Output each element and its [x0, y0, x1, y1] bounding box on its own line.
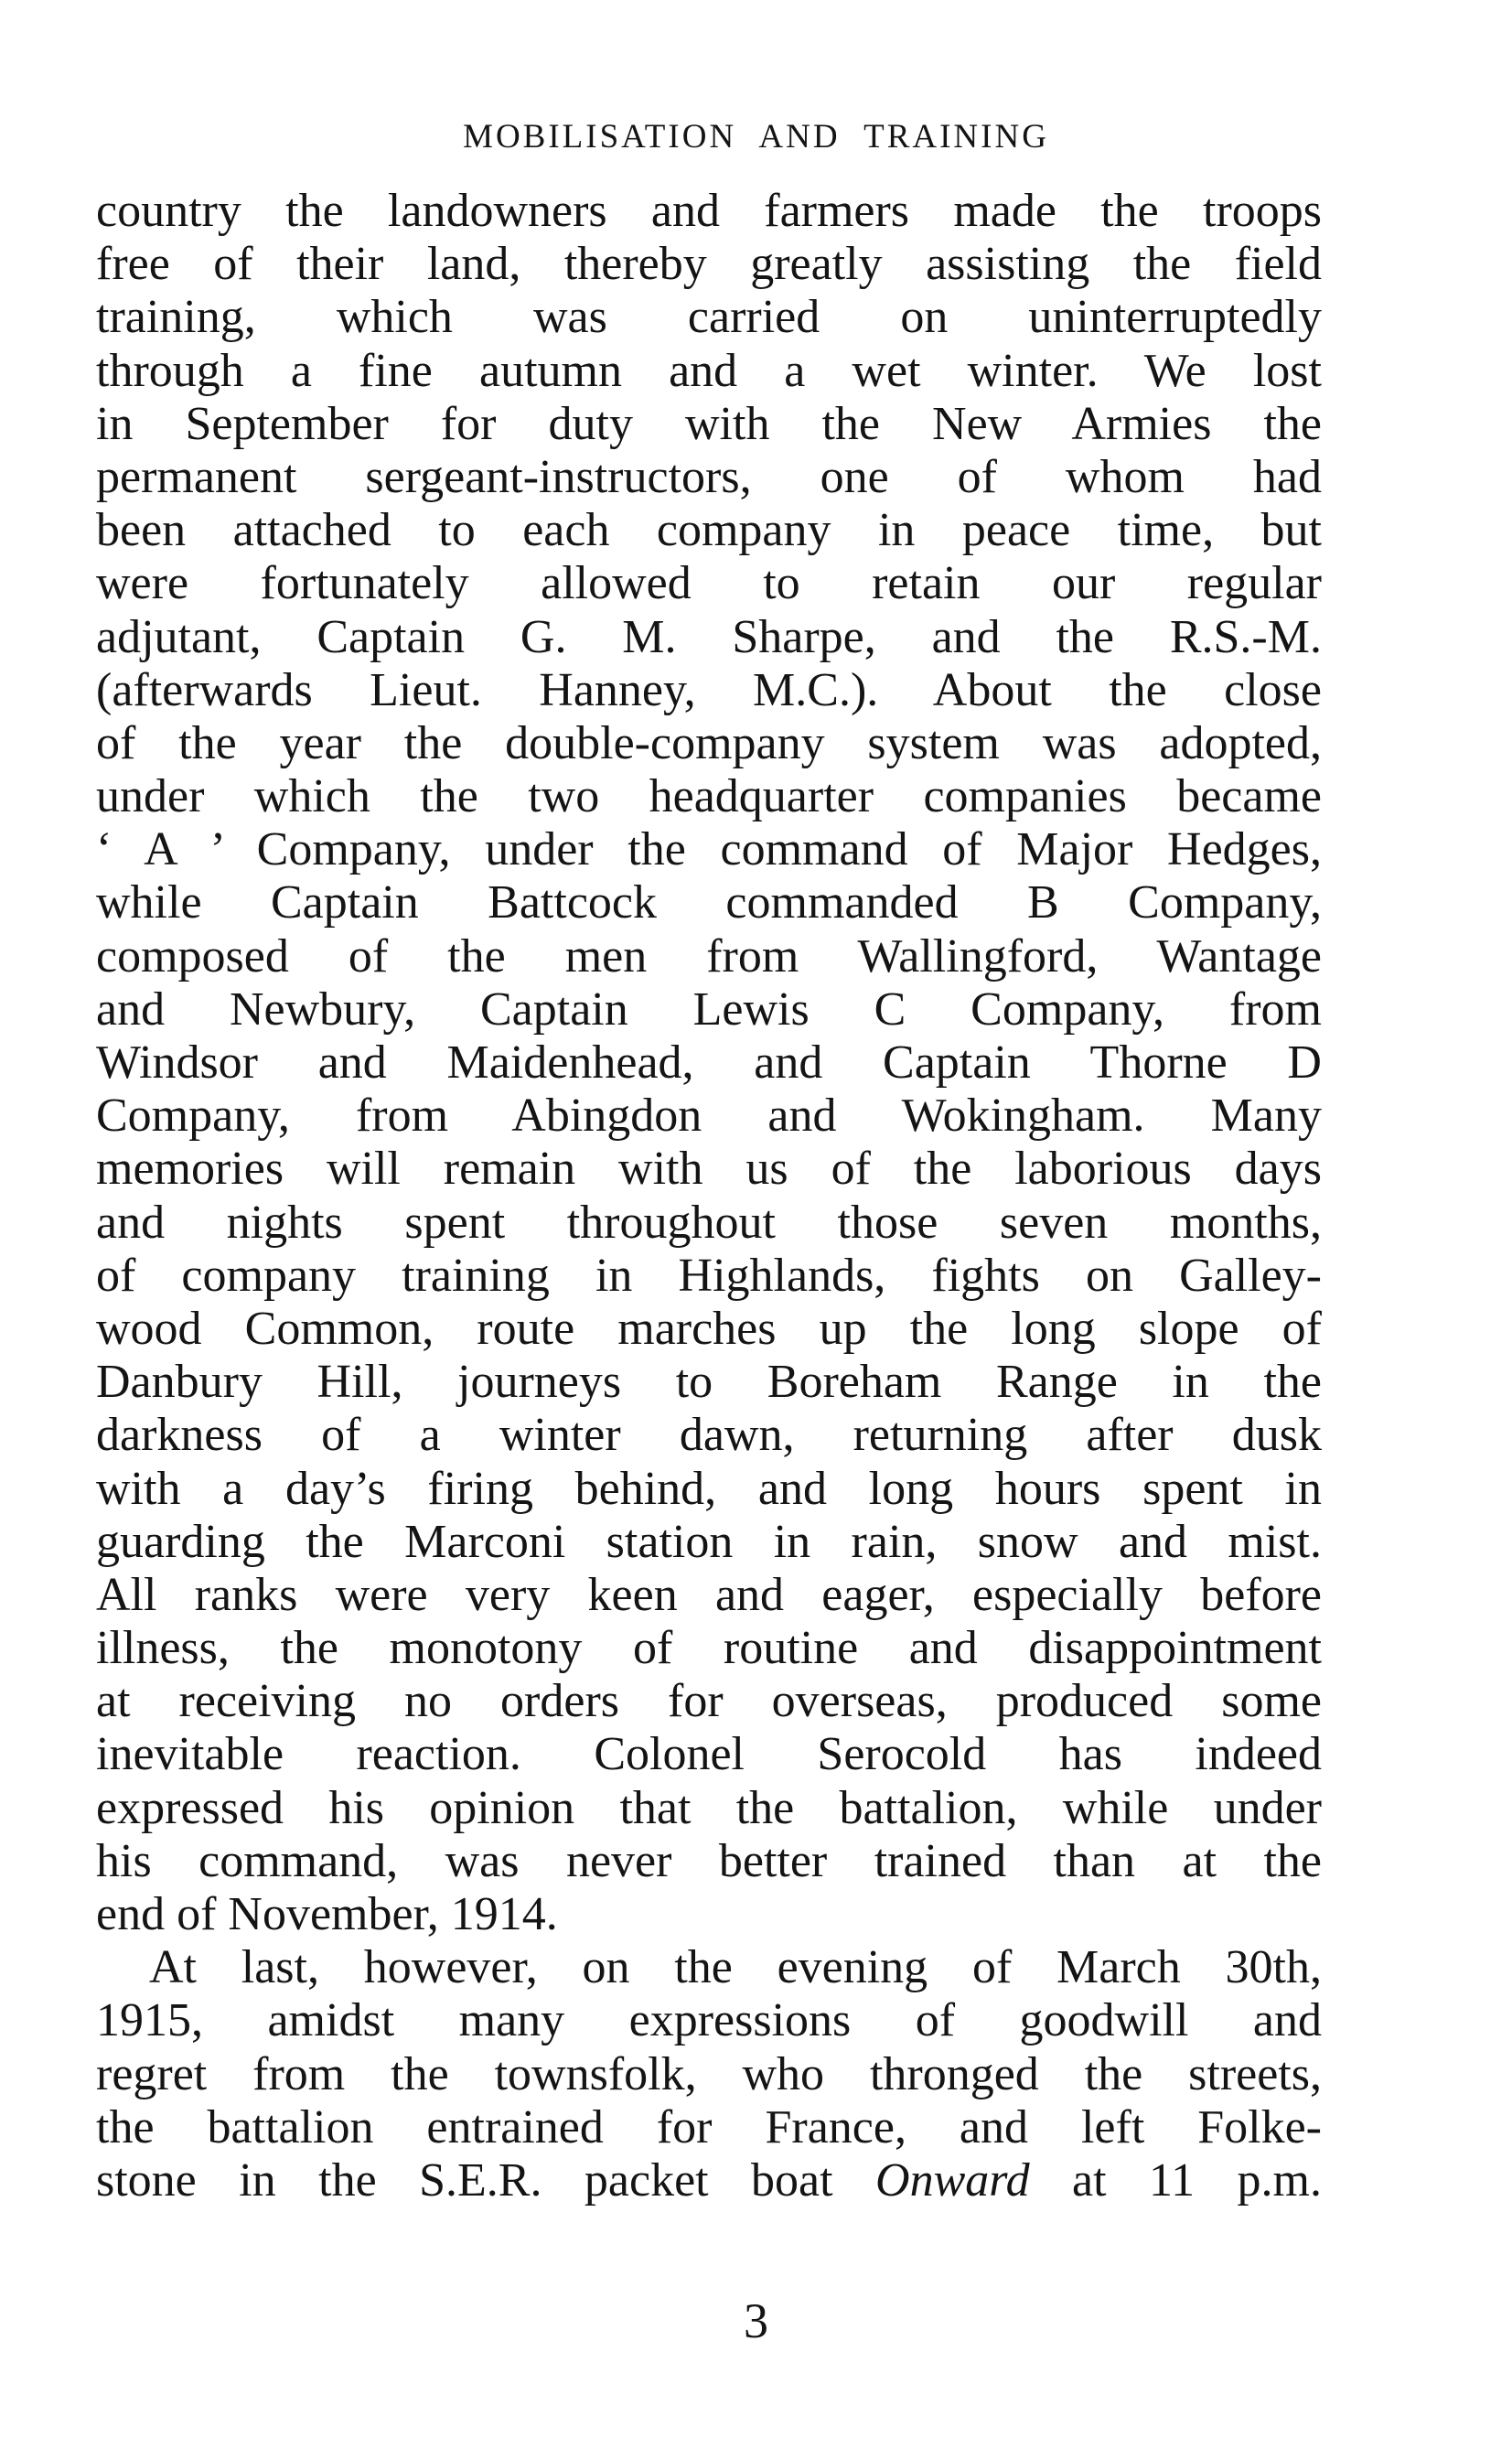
text-line: of company training in Highlands, fights on Galley- — [96, 1249, 1322, 1302]
text-line: composed of the men from Wallingford, Wantage — [96, 929, 1322, 983]
text-fragment: at 11 p.m. — [1029, 2153, 1322, 2207]
text-line: permanent sergeant-instructors, one of whom had — [96, 450, 1322, 503]
text-line: and nights spent throughout those seven months, — [96, 1196, 1322, 1249]
text-line: with a day’s firing behind, and long hours spent in — [96, 1462, 1322, 1515]
text-line: under which the two headquarter companies became — [96, 770, 1322, 823]
text-line: inevitable reaction. Colonel Serocold has indeed — [96, 1728, 1322, 1781]
text-line: regret from the townsfolk, who thronged the streets, — [96, 2047, 1322, 2100]
text-fragment: stone in the S.E.R. packet boat — [96, 2153, 876, 2207]
text-line: while Captain Battcock commanded B Company, — [96, 876, 1322, 929]
text-line: illness, the monotony of routine and disappointment — [96, 1622, 1322, 1675]
text-line: memories will remain with us of the laborious days — [96, 1143, 1322, 1196]
text-line: of the year the double-company system was adopted, — [96, 716, 1322, 769]
paragraph — [96, 185, 1322, 1941]
text-line: adjutant, Captain G. M. Sharpe, and the R.S.-M. — [96, 610, 1322, 663]
text-line: country the landowners and farmers made the troops — [96, 185, 1322, 237]
text-line: training, which was carried on uninterruptedly — [96, 291, 1322, 344]
text-line: ‘ A ’ Company, under the command of Major Hedges, — [96, 823, 1322, 876]
text-line: 1915, amidst many expressions of goodwill and — [96, 1994, 1322, 2047]
text-line: were fortunately allowed to retain our regular — [96, 557, 1322, 610]
text-line: and Newbury, Captain Lewis C Company, from — [96, 983, 1322, 1036]
text-line: at receiving no orders for overseas, produced some — [96, 1675, 1322, 1728]
ship-name: Onward — [875, 2153, 1030, 2207]
text-line: All ranks were very keen and eager, especially before — [96, 1568, 1322, 1621]
text-line — [96, 2154, 1322, 2207]
text-line: Danbury Hill, journeys to Boreham Range in the — [96, 1356, 1322, 1409]
running-head: MOBILISATION AND TRAINING — [463, 118, 1049, 156]
text-line: end of November, 1914. — [96, 1888, 558, 1940]
text-line: (afterwards Lieut. Hanney, M.C.). About the close — [96, 663, 1322, 716]
text-line: Company, from Abingdon and Wokingham. Many — [96, 1090, 1322, 1143]
text-line: in September for duty with the New Armies the — [96, 397, 1322, 450]
text-line: At last, however, on the evening of March 30th, — [149, 1941, 1322, 1994]
text-line: through a fine autumn and a wet winter. We lost — [96, 344, 1322, 397]
page-number: 3 — [744, 2293, 768, 2348]
paragraph — [96, 1941, 1322, 2207]
text-line: wood Common, route marches up the long slope of — [96, 1302, 1322, 1355]
text-line: his command, was never better trained than at the — [96, 1834, 1322, 1887]
text-line: the battalion entrained for France, and left Folke- — [96, 2100, 1322, 2153]
text-line: Windsor and Maidenhead, and Captain Thorne D — [96, 1036, 1322, 1089]
text-line: free of their land, thereby greatly assisting the field — [96, 238, 1322, 291]
body-text — [96, 185, 1322, 2207]
text-line: darkness of a winter dawn, returning after dusk — [96, 1409, 1322, 1462]
text-line: expressed his opinion that the battalion, while under — [96, 1781, 1322, 1834]
text-line: guarding the Marconi station in rain, snow and mist. — [96, 1515, 1322, 1568]
text-line: been attached to each company in peace time, but — [96, 504, 1322, 557]
